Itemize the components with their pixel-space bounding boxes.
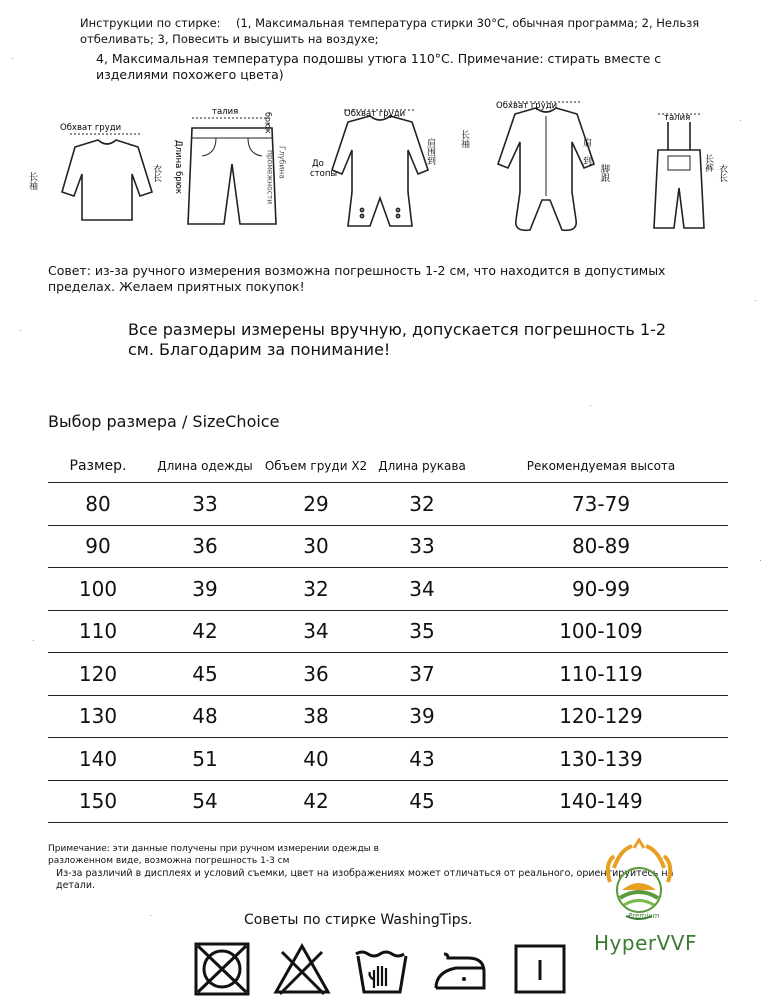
- cell-chest: 42: [262, 780, 370, 823]
- cell-size: 100: [48, 568, 148, 611]
- washing-instructions-line1: (1, Максимальная температура стирки 30°C, обычная программа; 2, Нельзя: [236, 16, 700, 30]
- advice-line2: пределах. Желаем приятных покупок!: [48, 279, 305, 294]
- cell-height: 130-139: [474, 738, 728, 781]
- cell-chest: 29: [262, 483, 370, 526]
- size-table-header: [48, 450, 728, 483]
- pants-rise-label-1: Глубина: [277, 146, 287, 179]
- cell-size: 150: [48, 780, 148, 823]
- shirt-sleeve-label: 长袖: [27, 172, 37, 190]
- cell-length: 54: [148, 780, 262, 823]
- sleeper-chest-label: Обхват груди: [496, 101, 558, 111]
- hand-wash-icon: [352, 940, 412, 998]
- cell-chest: 32: [262, 568, 370, 611]
- romper-shoulder-label: 肩围到: [425, 138, 435, 165]
- cell-height: 120-129: [474, 695, 728, 738]
- cell-chest: 36: [262, 653, 370, 696]
- shirt-chest-label: Обхват груди: [60, 123, 122, 133]
- washing-instructions-line4: изделиями похожего цвета): [96, 67, 284, 82]
- manual-measure-line1: Все размеры измерены вручную, допускается погрешность 1-2: [128, 320, 667, 339]
- no-bleach-icon: [272, 940, 332, 998]
- cell-sleeve: 33: [370, 525, 474, 568]
- garment-measurement-diagrams: [20, 92, 760, 262]
- table-row: [48, 568, 728, 611]
- cell-size: 90: [48, 525, 148, 568]
- line-dry-icon: [510, 940, 570, 998]
- overalls-waist-label: талия: [664, 113, 691, 123]
- washing-instructions-line3: 4, Максимальная температура подошвы утюга 110°C. Примечание: стирать вместе с: [96, 51, 662, 66]
- cell-size: 140: [48, 738, 148, 781]
- romper-diagram: [332, 110, 428, 226]
- cell-height: 80-89: [474, 525, 728, 568]
- cell-size: 130: [48, 695, 148, 738]
- cell-chest: 40: [262, 738, 370, 781]
- overalls-diagram: [654, 114, 704, 228]
- cell-height: 90-99: [474, 568, 728, 611]
- table-row: [48, 525, 728, 568]
- header-length: Длина одежды: [148, 450, 262, 483]
- sleeper-heel-label: 脚跟: [599, 164, 609, 182]
- header-chest: Объем груди X2: [262, 450, 370, 483]
- romper-chest-label: Обхват груди: [344, 109, 406, 119]
- footnote-line2: разложенном виде, возможна погрешность 1-3 см: [48, 856, 290, 866]
- shirt-diagram: [62, 134, 152, 220]
- header-height: Рекомендуемая высота: [474, 450, 728, 483]
- table-row: [48, 653, 728, 696]
- table-row: [48, 738, 728, 781]
- shirt-length-label: 衣长: [151, 164, 161, 182]
- pants-rise-label-2: промежности: [265, 150, 275, 205]
- cell-chest: 38: [262, 695, 370, 738]
- cell-height: 100-109: [474, 610, 728, 653]
- cell-length: 51: [148, 738, 262, 781]
- romper-foot-label-1: До: [312, 159, 324, 169]
- washing-tips-title: Советы по стирке WashingTips.: [244, 912, 473, 928]
- cell-sleeve: 39: [370, 695, 474, 738]
- cell-size: 120: [48, 653, 148, 696]
- sleeper-sleeve-label: 长袖: [459, 130, 469, 148]
- manual-measure-line2: см. Благодарим за понимание!: [128, 340, 391, 359]
- pants-diagram: [188, 118, 276, 224]
- header-size: Размер.: [48, 450, 148, 483]
- pants-length-label: Длина брюк: [173, 140, 183, 194]
- cell-chest: 34: [262, 610, 370, 653]
- pants-waist-label: талия: [212, 107, 239, 117]
- cell-size: 110: [48, 610, 148, 653]
- advice-line1: Совет: из-за ручного измерения возможна погрешность 1-2 см, что находится в допустимых: [48, 263, 666, 278]
- iron-low-icon: [430, 940, 490, 998]
- size-choice-title: Выбор размера / SizeChoice: [48, 412, 280, 431]
- cell-sleeve: 37: [370, 653, 474, 696]
- cell-size: 80: [48, 483, 148, 526]
- table-row: [48, 483, 728, 526]
- footnote-line3: Из-за различий в дисплеях и условий съемки, цвет на изображениях может отличаться от реального, ориентируйтесь на: [56, 868, 674, 879]
- hypervvf-logo: [584, 838, 734, 956]
- logo-name: HyperVVF: [594, 931, 697, 955]
- cell-sleeve: 32: [370, 483, 474, 526]
- romper-foot-label-2: стопы: [310, 169, 338, 179]
- table-row: [48, 780, 728, 823]
- wheat-icon: [608, 840, 671, 919]
- washing-instructions-label: Инструкции по стирке:: [80, 16, 221, 30]
- overalls-pants-label: 长裤: [703, 154, 713, 172]
- cell-sleeve: 35: [370, 610, 474, 653]
- cell-length: 45: [148, 653, 262, 696]
- sleeper-to-label: 到: [581, 156, 591, 165]
- cell-length: 36: [148, 525, 262, 568]
- footnote-line4: детали.: [56, 880, 96, 891]
- logo-ribbon-text: Premium: [628, 912, 660, 920]
- pants-mid-label: брюк: [263, 112, 273, 134]
- sleeper-diagram: [498, 102, 594, 230]
- footnote-line1: Примечание: эти данные получены при ручном измерении одежды в: [48, 844, 379, 854]
- cell-height: 110-119: [474, 653, 728, 696]
- cell-length: 42: [148, 610, 262, 653]
- table-row: [48, 610, 728, 653]
- size-table: [48, 450, 728, 823]
- washing-instructions-line2: отбеливать; 3, Повесить и высушить на воздухе;: [80, 32, 379, 46]
- cell-sleeve: 43: [370, 738, 474, 781]
- cell-length: 39: [148, 568, 262, 611]
- cell-length: 48: [148, 695, 262, 738]
- no-tumble-dry-icon: [192, 940, 252, 998]
- header-sleeve: Длина рукава: [370, 450, 474, 483]
- cell-height: 140-149: [474, 780, 728, 823]
- overalls-length-label: 衣长: [717, 164, 727, 182]
- sleeper-shoulder-label: 肩: [581, 138, 591, 147]
- cell-length: 33: [148, 483, 262, 526]
- cell-sleeve: 34: [370, 568, 474, 611]
- cell-sleeve: 45: [370, 780, 474, 823]
- table-row: [48, 695, 728, 738]
- cell-height: 73-79: [474, 483, 728, 526]
- cell-chest: 30: [262, 525, 370, 568]
